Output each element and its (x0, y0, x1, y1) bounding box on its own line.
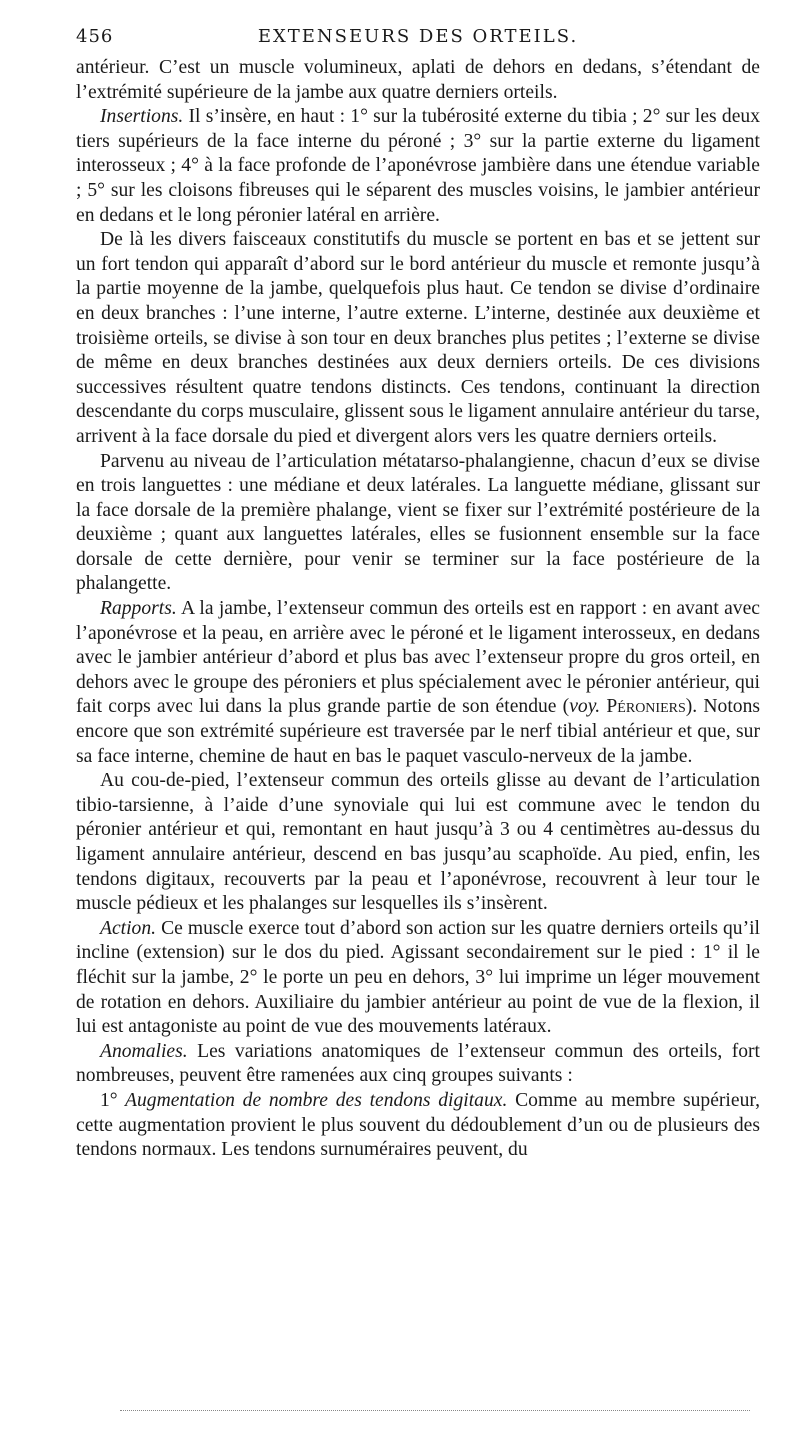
page-header (76, 26, 760, 56)
paragraph-cou-de-pied (76, 769, 760, 917)
section-lead-augmentation: Augmentation de nombre des tendons digitaux. (117, 1089, 508, 1111)
paragraph-text: De là les divers faisceaux constitutifs du muscle se portent en bas et se jettent sur un fort tendon qui apparaît d’abord sur le bord antérieur du muscle et remonte jusqu’à la partie moyenne de la jambe, quelquefois plus haut. Ce tendon se divise d’ordinaire en deux branches : l’une interne, l’autre externe. L’interne, destinée aux deuxième et troisième orteils, se divise à son tour en deux branches plus petites ; l’externe se divise de même en deux branches destinées aux deux derniers orteils. De ces divisions successives résultent quatre tendons distincts. Ces tendons, continuant la direction descendante du corps musculaire, glissent sous le ligament annulaire antérieur du tarse, arrivent à la face dorsale du pied et divergent alors vers les quatre derniers orteils. (76, 229, 760, 447)
paragraph-continuation (76, 56, 760, 105)
paragraph-insertions (76, 105, 760, 228)
paragraph-text: Parvenu au niveau de l’articulation métatarso-phalangienne, chacun d’eux se divise en trois languettes : une médiane et deux latérales. La languette médiane, glissant sur la face dorsale de la première phalange, vient se fixer sur l’extrémité postérieure de la deuxième ; quant aux languettes latérales, elles se fusionnent ensemble sur la face dorsale de cette dernière, pour venir se terminer sur la face postérieure de la phalangette. (76, 450, 760, 595)
body-text (76, 56, 760, 1163)
paragraph-text: Au cou-de-pied, l’extenseur commun des orteils glisse au devant de l’articulation tibio-tarsienne, à l’aide d’une synoviale qui lui est commune avec le tendon du péronier antérieur et qui, remontant en haut jusqu’à 3 ou 4 centimètres au-dessus du ligament annulaire antérieur, descend en bas jusqu’au scaphoïde. Au pied, enfin, les tendons digitaux, recouverts par la peau et l’aponévrose, recouvrent à leur tour le muscle pédieux et les phalanges sur lesquelles ils s’insèrent. (76, 770, 760, 915)
section-lead-anomalies: Anomalies. (100, 1040, 188, 1062)
paragraph-rapports (76, 597, 760, 769)
paragraph-augmentation (76, 1089, 760, 1163)
paragraph-text: A la jambe, l’extenseur commun des orteils est en rapport : en avant avec l’aponévrose et la peau, en arrière avec le péroné et le ligament interosseux, en dedans avec le jambier antérieur d’abord et plus bas avec l’extenseur propre du gros orteil, en dehors avec le groupe des péroniers et plus spécialement avec le péronier antérieur, qui fait corps avec lui dans la plus grande partie de son étendue ( (76, 598, 760, 718)
paragraph-text: antérieur. C’est un muscle volumineux, aplati de dehors en dedans, s’étendant de l’extrémité supérieure de la jambe aux quatre derniers orteils. (76, 57, 760, 103)
section-lead-rapports: Rapports. (100, 598, 177, 620)
footer-dotted-rule (120, 1410, 750, 1411)
paragraph-text: Les variations anatomiques de l’extenseur commun des orteils, fort nombreuses, peuvent être ramenées aux cinq groupes suivants : (76, 1040, 760, 1087)
paragraph-text: Ce muscle exerce tout d’abord son action sur les quatre derniers orteils qu’il incline (extension) sur le dos du pied. Agissant secondairement sur le pied : 1° il le fléchit sur la jambe, 2° le porte un peu en dehors, 3° lui imprime un léger mouvement de rotation en dehors. Auxiliaire du jambier antérieur au point de vue de la flexion, il lui est antagoniste au point de vue des mouvements latéraux. (76, 917, 760, 1038)
paragraph-languettes (76, 450, 760, 598)
page-number: 456 (76, 26, 114, 47)
running-title: EXTENSEURS DES ORTEILS. (257, 26, 579, 47)
paragraph-anomalies (76, 1040, 760, 1089)
paragraph-tendon (76, 228, 760, 449)
section-lead-insertions: Insertions. (100, 106, 184, 128)
section-lead-action: Action. (100, 917, 157, 939)
list-number: 1° (100, 1089, 118, 1111)
paragraph-text: Comme au membre supérieur, cette augmentation provient le plus souvent du dédoublement d’un ou de plusieurs des tendons normaux. Les tendons surnuméraires peuvent, du (76, 1089, 761, 1161)
paragraph-action (76, 917, 760, 1040)
paragraph-text: Il s’insère, en haut : 1° sur la tubérosité externe du tibia ; 2° sur les deux tiers supérieurs de la face interne du péroné ; 3° sur la partie externe du ligament interosseux ; 4° à la face profonde de l’aponévrose jambière dans une étendue variable ; 5° sur les cloisons fibreuses qui le séparent des muscles voisins, le jambier antérieur en dedans et le long péronier latéral en arrière. (76, 106, 760, 226)
cross-reference: Péroniers (600, 696, 686, 718)
voy-abbrev: voy. (569, 696, 601, 718)
paragraph-text: ). Notons encore que son extrémité supérieure est traversée par le nerf tibial antérieur et que, sur sa face interne, chemine de haut en bas le paquet vasculo-nerveux de la jambe. (76, 696, 760, 767)
